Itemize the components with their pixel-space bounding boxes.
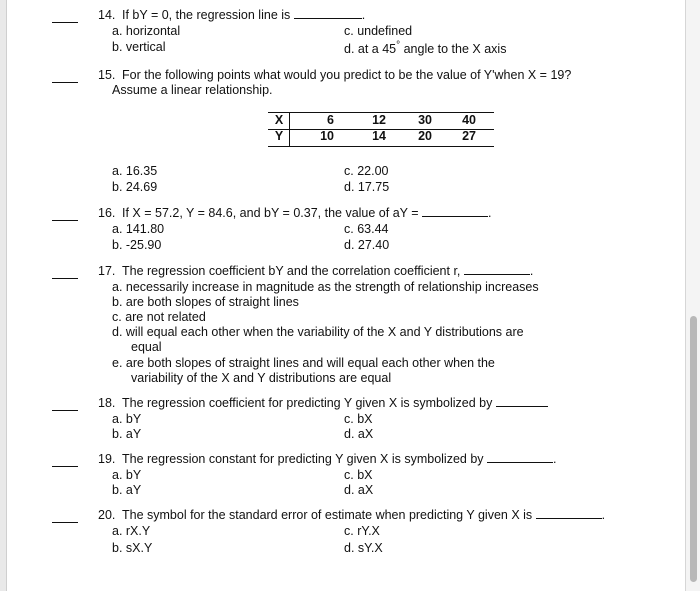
table-cell: 40 bbox=[462, 113, 476, 127]
question-stem: The symbol for the standard error of estimate when predicting Y given X is . bbox=[122, 508, 606, 522]
question-stem: If X = 57.2, Y = 84.6, and bY = 0.37, the value of aY = . bbox=[122, 206, 492, 220]
table-header-y: Y bbox=[274, 129, 284, 143]
table-row-y bbox=[268, 128, 480, 144]
option-a: a. 141.80 bbox=[112, 222, 165, 236]
option-d: d. at a 45° angle to the X axis bbox=[344, 40, 507, 57]
option-d: d. 17.75 bbox=[344, 180, 390, 194]
question-number: 15. bbox=[98, 68, 116, 82]
fill-in-blank bbox=[294, 18, 362, 19]
fill-in-blank bbox=[464, 274, 530, 275]
option-d-continued: equal bbox=[131, 340, 162, 354]
option-c: c. are not related bbox=[112, 310, 206, 324]
question-stem: The regression constant for predicting Y given X is symbolized by . bbox=[122, 452, 557, 466]
fill-in-blank bbox=[487, 462, 553, 463]
option-b: b. 24.69 bbox=[112, 180, 158, 194]
table-cell: 27 bbox=[462, 129, 476, 143]
option-c: c. 63.44 bbox=[344, 222, 389, 236]
option-d: d. sY.X bbox=[344, 541, 383, 555]
table-cell: 6 bbox=[327, 113, 334, 127]
table-header-x: X bbox=[274, 113, 284, 127]
table-cell: 20 bbox=[418, 129, 432, 143]
option-c: c. undefined bbox=[344, 24, 413, 38]
option-c: c. 22.00 bbox=[344, 164, 389, 178]
option-b: b. aY bbox=[112, 427, 142, 441]
option-b: b. sX.Y bbox=[112, 541, 153, 555]
option-c: c. bX bbox=[344, 412, 373, 426]
option-a: a. horizontal bbox=[112, 24, 181, 38]
fill-in-blank bbox=[536, 518, 602, 519]
scrollbar-thumb[interactable] bbox=[690, 316, 697, 582]
table-cell: 14 bbox=[372, 129, 386, 143]
left-window-edge bbox=[0, 0, 7, 591]
question-number: 17. bbox=[98, 264, 116, 278]
question-stem-line-2: Assume a linear relationship. bbox=[112, 83, 273, 97]
question-stem: If bY = 0, the regression line is . bbox=[122, 8, 366, 22]
question-number: 19. bbox=[98, 452, 116, 466]
table-cell: 10 bbox=[320, 129, 334, 143]
option-b: b. are both slopes of straight lines bbox=[112, 295, 299, 309]
question-number: 18. bbox=[98, 396, 116, 410]
table-cell: 12 bbox=[372, 113, 386, 127]
table-row-x bbox=[268, 112, 480, 128]
option-e-continued: variability of the X and Y distributions are equal bbox=[131, 371, 392, 385]
option-a: a. necessarily increase in magnitude as the strength of relationship increases bbox=[112, 280, 539, 294]
table-cell: 30 bbox=[418, 113, 432, 127]
question-number: 20. bbox=[98, 508, 116, 522]
option-d: d. aX bbox=[344, 427, 374, 441]
option-a: a. bY bbox=[112, 412, 142, 426]
question-stem: The regression coefficient bY and the correlation coefficient r, . bbox=[122, 264, 534, 278]
option-e: e. are both slopes of straight lines and will equal each other when the bbox=[112, 356, 495, 370]
option-b: b. aY bbox=[112, 483, 142, 497]
question-stem: The regression coefficient for predicting Y given X is symbolized by bbox=[122, 396, 548, 411]
option-a: a. bY bbox=[112, 468, 142, 482]
option-d: d. aX bbox=[344, 483, 374, 497]
table-bottom-rule bbox=[268, 146, 494, 147]
option-c: c. bX bbox=[344, 468, 373, 482]
data-table bbox=[268, 112, 480, 144]
fill-in-blank bbox=[496, 406, 548, 407]
option-a: a. rX.Y bbox=[112, 524, 151, 538]
option-c: c. rY.X bbox=[344, 524, 380, 538]
question-number: 14. bbox=[98, 8, 116, 22]
option-d: d. will equal each other when the variability of the X and Y distributions are bbox=[112, 325, 524, 339]
option-d: d. 27.40 bbox=[344, 238, 390, 252]
option-b: b. vertical bbox=[112, 40, 166, 54]
option-b: b. -25.90 bbox=[112, 238, 162, 252]
option-a: a. 16.35 bbox=[112, 164, 158, 178]
fill-in-blank bbox=[422, 216, 488, 217]
question-stem: For the following points what would you predict to be the value of Y'when X = 19? bbox=[122, 68, 572, 82]
question-number: 16. bbox=[98, 206, 116, 220]
scrollbar-track[interactable] bbox=[685, 0, 700, 591]
